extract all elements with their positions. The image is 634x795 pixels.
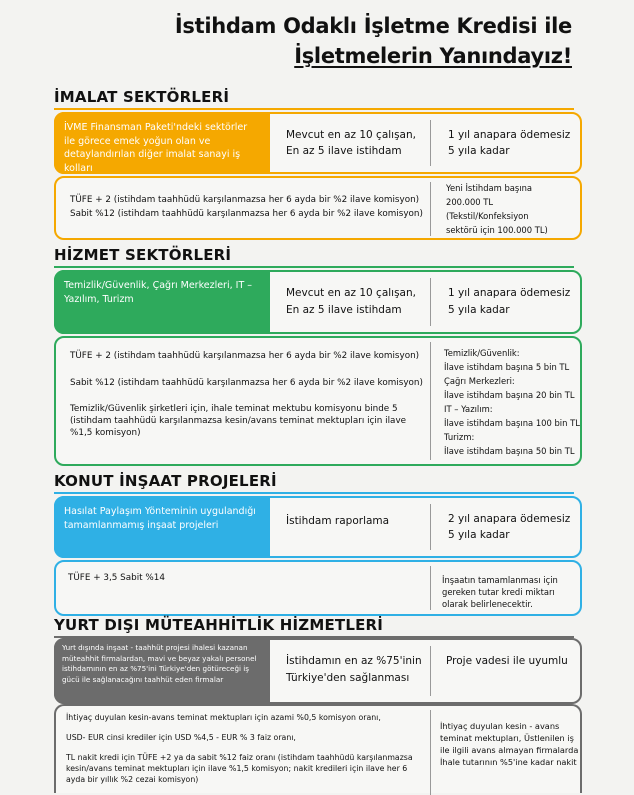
hizmet-limit-2: Çağrı Merkezleri: bbox=[444, 376, 515, 386]
section-heading-hizmet: HİZMET SEKTÖRLERİ bbox=[54, 246, 232, 264]
yurtdisi-rate-2: USD- EUR cinsi krediler için USD %4,5 - EUR % 3 faiz oranı, bbox=[66, 733, 296, 742]
konut-column-divider bbox=[430, 504, 431, 550]
konut-payment-2: 5 yıla kadar bbox=[448, 529, 510, 541]
imalat-bottom-box bbox=[54, 176, 582, 240]
hizmet-limit-1: İlave istihdam başına 5 bin TL bbox=[444, 362, 570, 372]
section-heading-konut: KONUT İNŞAAT PROJELERİ bbox=[54, 472, 277, 490]
yurtdisi-payment: Proje vadesi ile uyumlu bbox=[446, 655, 568, 667]
hizmet-top-box bbox=[54, 270, 582, 334]
main-title-line-2 bbox=[294, 44, 572, 68]
hizmet-requirement-1: Mevcut en az 10 çalışan, bbox=[286, 287, 416, 299]
konut-bottom-divider bbox=[430, 566, 431, 610]
section-heading-imalat: İMALAT SEKTÖRLERİ bbox=[54, 88, 230, 106]
yurtdisi-top-box bbox=[54, 638, 582, 704]
hizmet-payment-1: 1 yıl anapara ödemesiz bbox=[448, 287, 571, 299]
yurtdisi-requirement-2: Türkiye'den sağlanması bbox=[286, 672, 410, 684]
imalat-rate-2: Sabit %12 (istihdam taahhüdü karşılanmazsa her 6 ayda bir %2 ilave komisyon) bbox=[70, 209, 423, 219]
hizmet-bottom-divider bbox=[430, 342, 431, 460]
hizmet-payment-2: 5 yıla kadar bbox=[448, 304, 510, 316]
hizmet-limit-5: İlave istihdam başına 100 bin TL bbox=[444, 418, 580, 428]
main-title-line-1: İstihdam Odaklı İşletme Kredisi ile bbox=[174, 14, 572, 38]
section-divider-imalat bbox=[54, 108, 574, 110]
hizmet-column-divider bbox=[430, 278, 431, 326]
imalat-limit-2: 200.000 TL bbox=[446, 197, 494, 207]
imalat-top-box bbox=[54, 112, 582, 174]
konut-bottom-box bbox=[54, 560, 582, 616]
konut-top-box bbox=[54, 496, 582, 558]
konut-description: Hasılat Paylaşım Yönteminin uygulandığı tamamlanmamış inşaat projeleri bbox=[54, 496, 270, 558]
imalat-requirement-1: Mevcut en az 10 çalışan, bbox=[286, 129, 416, 141]
imalat-limit-1: Yeni İstihdam başına bbox=[446, 183, 533, 193]
konut-limit: İnşaatın tamamlanması için gereken tutar kredi miktarı olarak belirlenecektir. bbox=[442, 575, 558, 609]
imalat-payment-2: 5 yıla kadar bbox=[448, 145, 510, 157]
imalat-column-divider bbox=[430, 120, 431, 166]
section-divider-konut bbox=[54, 492, 574, 494]
section-heading-yurtdisi: YURT DIŞI MÜTEAHHİTLİK HİZMETLERİ bbox=[54, 616, 384, 634]
yurtdisi-description: Yurt dışında inşaat - taahhüt projesi ihalesi kazanan müteahhit firmalardan, mavi ve beyaz yakalı personel istihdamının en az %75'ini Türkiye'den götüreceği iş gücü ile sağlanacağını taahhüt eden firmalar bbox=[54, 638, 270, 704]
hizmet-limit-0: Temizlik/Güvenlik: bbox=[444, 348, 520, 358]
yurtdisi-requirement-1: İstihdamın en az %75'inin bbox=[286, 655, 422, 667]
yurtdisi-bottom-divider bbox=[430, 710, 431, 795]
hizmet-limit-4: IT – Yazılım: bbox=[444, 404, 493, 414]
yurtdisi-column-divider bbox=[430, 646, 431, 696]
imalat-bottom-divider bbox=[430, 182, 431, 236]
imalat-limit-3: (Tekstil/Konfeksiyon bbox=[446, 211, 529, 221]
konut-requirement: İstihdam raporlama bbox=[286, 515, 390, 527]
yurtdisi-rate-3: TL nakit kredi için TÜFE +2 ya da sabit %12 faiz oranı (istihdam taahhüdü karşılanmazsa kesin/avans teminat mektupları için ilave %1,5 komisyon; nakit kredileri için ilave her 6 ayda bir yıllık %2 cezai komisyon) bbox=[66, 753, 413, 784]
hizmet-description: Temizlik/Güvenlik, Çağrı Merkezleri, IT – Yazılım, Turizm bbox=[54, 270, 270, 334]
hizmet-limit-6: Turizm: bbox=[444, 432, 475, 442]
yurtdisi-limit: İhtiyaç duyulan kesin - avans teminat mektupları, Üstlenilen iş ile ilgili avans almayan firmalarda İhale tutarının %5'ine kadar nakit bbox=[440, 721, 579, 767]
imalat-payment-1: 1 yıl anapara ödemesiz bbox=[448, 129, 571, 141]
konut-payment-1: 2 yıl anapara ödemesiz bbox=[448, 513, 571, 525]
main-title-line-2-text: İşletmelerin Yanındayız! bbox=[294, 44, 572, 68]
imalat-rate-1: TÜFE + 2 (istihdam taahhüdü karşılanmazsa her 6 ayda bir %2 ilave komisyon) bbox=[70, 195, 420, 205]
yurtdisi-rate-1: İhtiyaç duyulan kesin-avans teminat mektupları için azami %0,5 komisyon oranı, bbox=[66, 713, 381, 722]
hizmet-requirement-2: En az 5 ilave istihdam bbox=[286, 304, 402, 316]
hizmet-limit-7: İlave istihdam başına 50 bin TL bbox=[444, 446, 575, 456]
hizmet-rate-2: Sabit %12 (istihdam taahhüdü karşılanmazsa her 6 ayda bir %2 ilave komisyon) bbox=[70, 378, 423, 388]
hizmet-bottom-box bbox=[54, 336, 582, 466]
hizmet-rate-3: Temizlik/Güvenlik şirketleri için, ihale teminat mektubu komisyonu binde 5 (istihdam taahhüdü karşılanmazsa kesin/avans teminat mektupları için ilave %1,5 komisyon) bbox=[70, 404, 407, 438]
imalat-requirement-2: En az 5 ilave istihdam bbox=[286, 145, 402, 157]
imalat-description: İVME Finansman Paketi'ndeki sektörler ile görece emek yoğun olan ve detaylandırılan diğer imalat sanayi iş kolları bbox=[54, 112, 270, 174]
konut-rate: TÜFE + 3,5 Sabit %14 bbox=[68, 573, 165, 583]
section-divider-hizmet bbox=[54, 266, 574, 268]
hizmet-rate-1: TÜFE + 2 (istihdam taahhüdü karşılanmazsa her 6 ayda bir %2 ilave komisyon) bbox=[70, 351, 420, 361]
yurtdisi-bottom-box bbox=[54, 704, 582, 793]
imalat-limit-4: sektörü için 100.000 TL) bbox=[446, 225, 548, 235]
hizmet-limit-3: İlave istihdam başına 20 bin TL bbox=[444, 390, 575, 400]
